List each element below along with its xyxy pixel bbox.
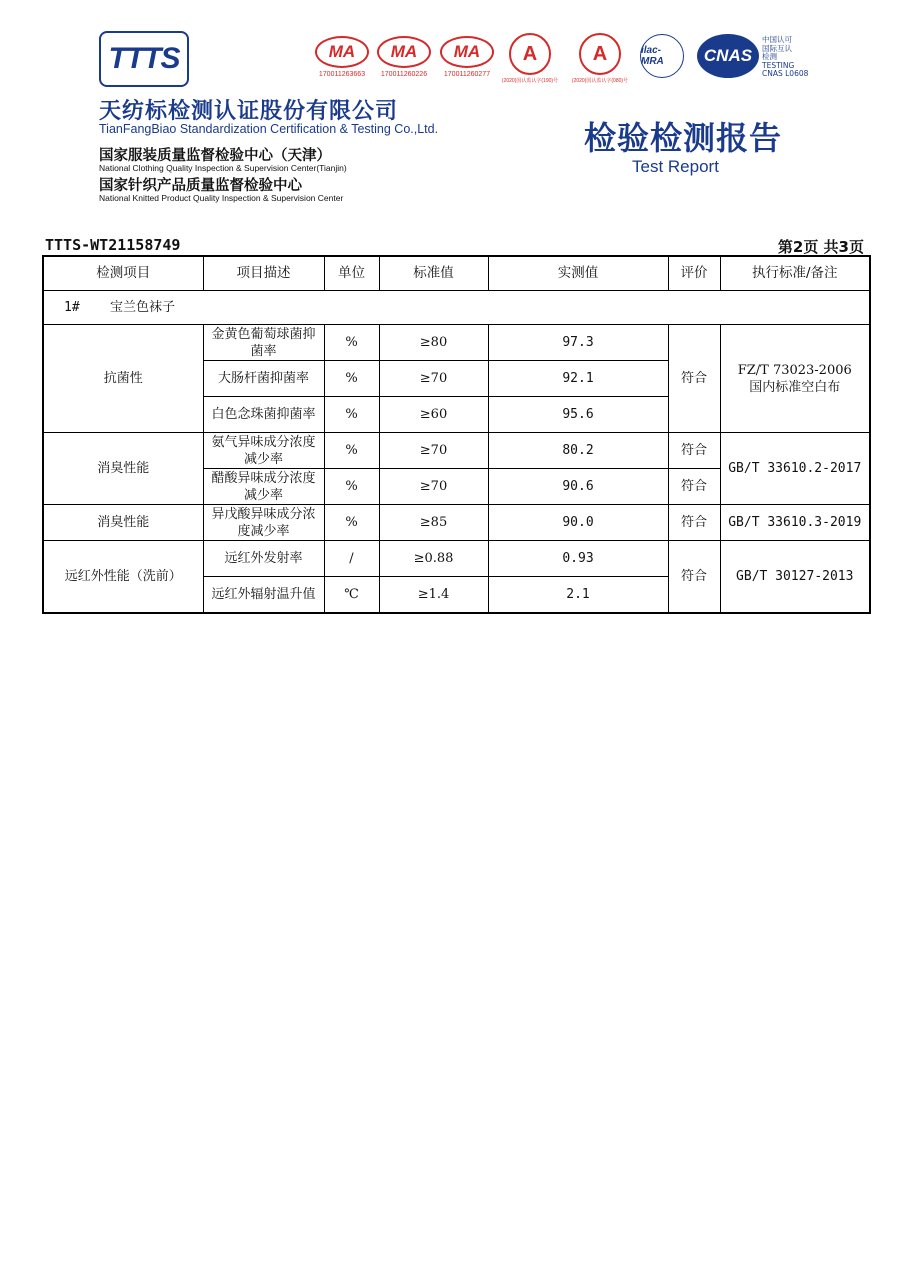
table-header-row xyxy=(43,256,870,291)
sample-cell xyxy=(43,291,870,325)
results-table xyxy=(42,255,871,614)
ilac-mra-logo: ilac-MRA xyxy=(640,34,684,78)
cnas-accreditation-text: 中国认可 国际互认 检测 TESTING CNAS L0608 xyxy=(762,35,809,78)
cma-number: 170011260277 xyxy=(443,71,491,78)
item-description: 大肠杆菌抑菌率 xyxy=(203,361,324,397)
standard-value: ≥85 xyxy=(379,505,488,541)
cma-number: 170011263663 xyxy=(318,71,366,78)
measured-value: 90.0 xyxy=(488,505,668,541)
measured-value: 80.2 xyxy=(488,433,668,469)
unit: % xyxy=(324,469,379,505)
header-cell: 执行标准/备注 xyxy=(720,256,870,291)
ttts-logo xyxy=(99,31,189,87)
knitted-center-cn: 国家针织产品质量监督检验中心 xyxy=(99,178,302,194)
clothing-center-cn: 国家服装质量监督检验中心（天津） xyxy=(99,148,331,164)
unit: % xyxy=(324,325,379,361)
measured-value: 95.6 xyxy=(488,397,668,433)
cma-logo: MA xyxy=(440,36,494,68)
test-item: 消臭性能 xyxy=(43,505,203,541)
company-name-en: TianFangBiao Standardization Certification & Testing Co.,Ltd. xyxy=(99,122,439,136)
cal-number: (2020)国认监认字(190)号 xyxy=(501,78,559,84)
test-item: 抗菌性 xyxy=(43,325,203,433)
cma-logo: MA xyxy=(315,36,369,68)
evaluation: 符合 xyxy=(668,505,720,541)
table-row xyxy=(43,505,870,541)
unit: % xyxy=(324,433,379,469)
evaluation: 符合 xyxy=(668,325,720,433)
header-cell: 检测项目 xyxy=(43,256,203,291)
item-description: 白色念珠菌抑菌率 xyxy=(203,397,324,433)
test-item: 远红外性能（洗前） xyxy=(43,541,203,613)
table-row xyxy=(43,325,870,361)
item-description: 异戊酸异味成分浓度减少率 xyxy=(203,505,324,541)
header-cell: 项目描述 xyxy=(203,256,324,291)
cma-logo: MA xyxy=(377,36,431,68)
standard-value: ≥70 xyxy=(379,433,488,469)
standard-value: ≥70 xyxy=(379,361,488,397)
report-number: TTTS-WT21158749 xyxy=(45,236,181,254)
knitted-center-en: National Knitted Product Quality Inspection & Supervision Center xyxy=(99,193,344,203)
ttts-logo-text: TTTS xyxy=(108,42,180,75)
table-row xyxy=(43,433,870,469)
item-description: 远红外发射率 xyxy=(203,541,324,577)
measured-value: 2.1 xyxy=(488,577,668,613)
cma-number: 170011260226 xyxy=(380,71,428,78)
item-description: 醋酸异味成分浓度减少率 xyxy=(203,469,324,505)
sample-name: 宝兰色袜子 xyxy=(109,300,175,315)
cal-number: (2020)国认监认字(080)号 xyxy=(571,78,629,84)
cal-logo: A xyxy=(509,33,551,75)
standard-value: ≥60 xyxy=(379,397,488,433)
header-cell: 单位 xyxy=(324,256,379,291)
standard-value: ≥0.88 xyxy=(379,541,488,577)
unit: % xyxy=(324,505,379,541)
test-item: 消臭性能 xyxy=(43,433,203,505)
unit: % xyxy=(324,397,379,433)
item-description: 氨气异味成分浓度减少率 xyxy=(203,433,324,469)
sample-id: 1# xyxy=(64,300,80,315)
clothing-center-en: National Clothing Quality Inspection & Supervision Center(Tianjin) xyxy=(99,163,347,173)
header-cell: 实测值 xyxy=(488,256,668,291)
unit: % xyxy=(324,361,379,397)
cnas-logo: CNAS xyxy=(697,34,759,78)
sample-row xyxy=(43,291,870,325)
item-description: 远红外辐射温升值 xyxy=(203,577,324,613)
standard-reference xyxy=(720,325,870,433)
measured-value: 0.93 xyxy=(488,541,668,577)
standard-reference: GB/T 30127-2013 xyxy=(720,541,870,613)
table-row xyxy=(43,541,870,577)
unit: / xyxy=(324,541,379,577)
cal-logo: A xyxy=(579,33,621,75)
report-title-en: Test Report xyxy=(632,157,719,176)
standard-reference: GB/T 33610.3-2019 xyxy=(720,505,870,541)
standard-value: ≥70 xyxy=(379,469,488,505)
measured-value: 90.6 xyxy=(488,469,668,505)
standard-value: ≥1.4 xyxy=(379,577,488,613)
item-description: 金黄色葡萄球菌抑菌率 xyxy=(203,325,324,361)
header-cell: 标准值 xyxy=(379,256,488,291)
evaluation: 符合 xyxy=(668,433,720,469)
evaluation: 符合 xyxy=(668,541,720,613)
evaluation: 符合 xyxy=(668,469,720,505)
report-title-cn: 检验检测报告 xyxy=(584,119,783,157)
company-name-cn: 天纺标检测认证股份有限公司 xyxy=(99,99,399,124)
measured-value: 92.1 xyxy=(488,361,668,397)
standard-value: ≥80 xyxy=(379,325,488,361)
unit: ℃ xyxy=(324,577,379,613)
page-indicator: 第2页 共3页 xyxy=(777,238,864,256)
standard-code: FZ/T 73023-2006 xyxy=(737,362,852,378)
header-cell: 评价 xyxy=(668,256,720,291)
measured-value: 97.3 xyxy=(488,325,668,361)
standard-reference: GB/T 33610.2-2017 xyxy=(720,433,870,505)
remark: 国内标准空白布 xyxy=(749,379,841,395)
